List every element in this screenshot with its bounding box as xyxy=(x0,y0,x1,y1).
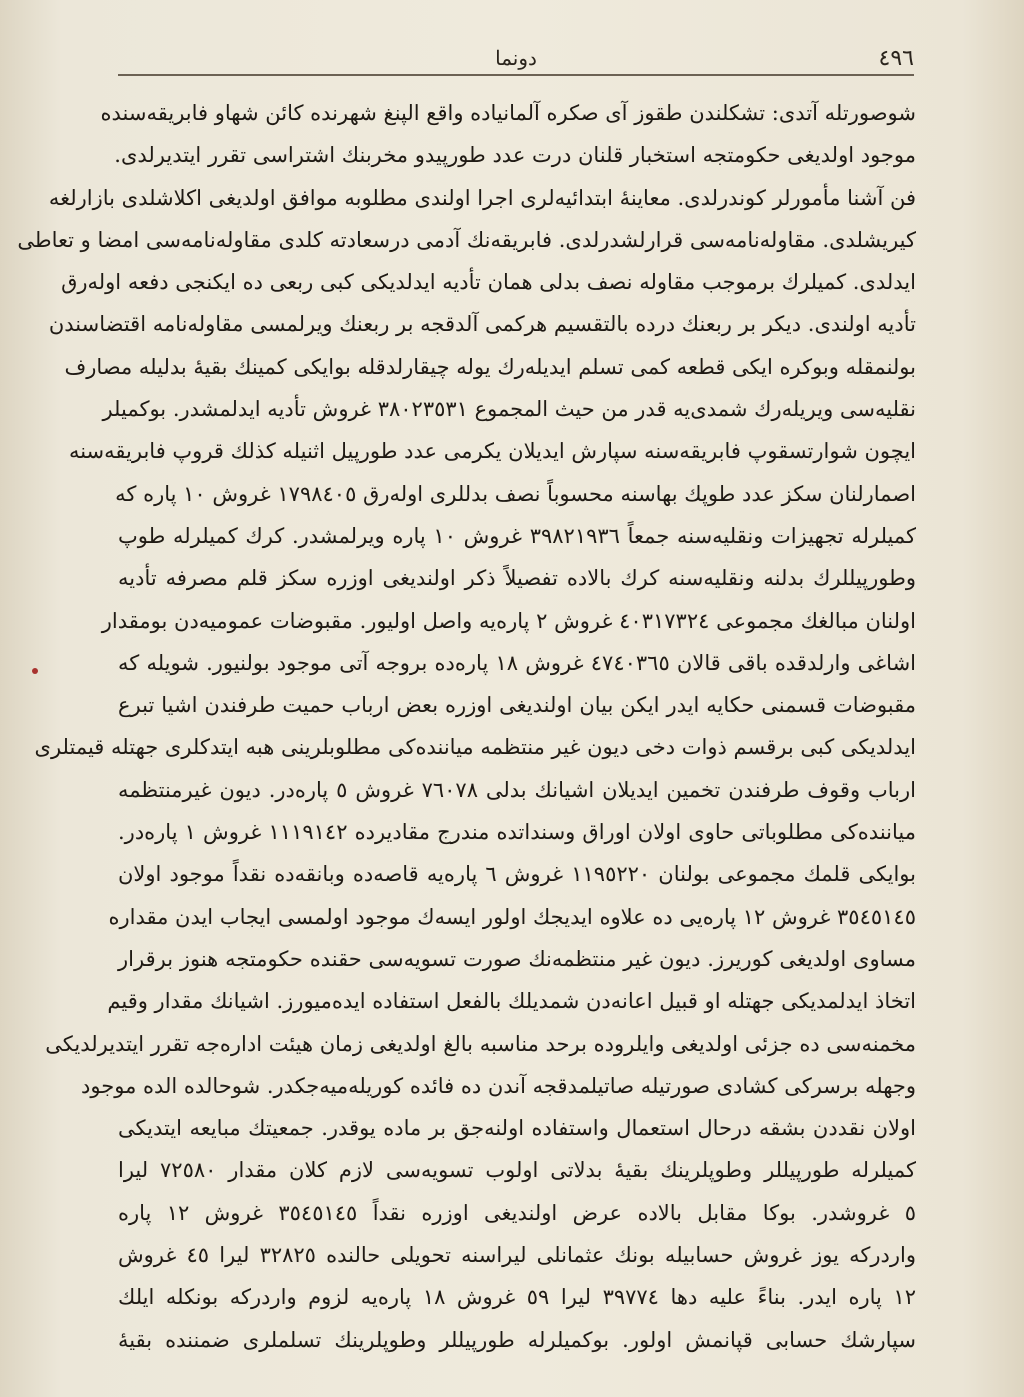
text-line: ١٢ پاره ایدر. بناءً علیه دها ٣٩٧٧٤ لیرا ٥٩ غروش ١٨ پاره‌یه لزوم واردركه بونكله ایلك xyxy=(118,1285,916,1310)
text-line: تأدیه اولندی. دیكر بر ربعنك درده بالتقسیم هركمی آلدقجه بر ربعنك ویرلمسی مقاوله‌نامه اقتضاسندن xyxy=(48,312,916,337)
text-line: ایچون شوارتسقوپ فابریقه‌سنه سپارش ایدیلان یكرمی عدد طورپیل اثنیله كذلك قروپ فابریقه‌سنه xyxy=(68,439,916,464)
text-line: فن آشنا مأمورلر كوندرلدی. معاینهٔ ابتدائیه‌لری اجرا اولندی مطلوبه موافق اولدیغی اكلاشلدی بازارلغه xyxy=(48,185,916,210)
text-line: سپارشك حسابی قپانمش اولور. بوكمیلرله طورپیللر وطوپلرینك تسلملری ضمننده بقیهٔ xyxy=(118,1327,916,1352)
text-line: ایدلدی. كمیلرك برموجب مقاوله نصف بدلی همان تأدیه ایدلدیكی كبی ربعی ده ایكنجی دفعه اوله‌رق xyxy=(61,270,916,295)
text-line: بولنمقله وبوكره ایكی قطعه كمی تسلم ایدیله‌رك یوله چیقارلدقله بوایكی كمینك بقیهٔ بدلیله مصارف xyxy=(64,354,916,379)
text-line: ٥ غروشدر. بوكا مقابل بالاده عرض اولندیغی اوزره نقداً ٣٥٤٥١٤٥ غروش ١٢ پاره xyxy=(118,1200,916,1225)
text-line: شوصورتله آتدی: تشكلندن طقوز آی صكره آلمانیاده واقع الپنغ شهرنده كائن شهاو فابریقه‌سنده xyxy=(100,101,916,125)
text-line: اولان نقددن بشقه درحال استعمال واستفاده اولنه‌جق بر ماده یوقدر. جمعیتك مبایعه ایتدیكی xyxy=(118,1116,916,1141)
text-line: وطورپیللرك بدلنه ونقلیه‌سنه كرك بالاده تفصیلاً ذكر اولندیغی اوزره سكز قلم مصرفه تأدیه xyxy=(118,566,916,591)
text-line: اصمارلنان سكز عدد طوپك بهاسنه محسوباً نصف بدللری اوله‌رق ١٧٩٨٤٠٥ غروش ١٠ پاره كه xyxy=(115,481,916,506)
body-text xyxy=(17,92,916,1361)
text-line: كمیلرله تجهیزات ونقلیه‌سنه جمعاً ٣٩٨٢١٩٣٦ غروش ١٠ پاره ویرلمشدر. كرك كمیلرله طوپ xyxy=(118,523,916,548)
page-number: ٤٩٦ xyxy=(878,46,914,71)
text-line: ٣٥٤٥١٤٥ غروش ١٢ پاره‌یی ده علاوه ایدیجك اولور ایسه‌ك موجود اولمسی ایجاب ایدن مقداره xyxy=(108,904,916,929)
ink-mark xyxy=(32,668,38,674)
text-line: كمیلرله طورپیللر وطوپلرینك بقیهٔ بدلاتی اولوب تسویه‌سی لازم كلان مقدار ٧٢٥٨٠ لیرا xyxy=(118,1158,916,1183)
text-line: وجهله برسركی كشادی صورتیله صاتیلمدقجه آندن ده فائده كوریله‌میه‌جكدر. شوحالده الده موجود xyxy=(81,1073,916,1098)
text-line: بوایكی قلمك مجموعی بولنان ١١٩٥٢٢٠ غروش ٦ پاره‌یه قاصه‌ده وبانقه‌ده نقداً موجود اولان xyxy=(118,862,916,887)
text-line: مخمنه‌سی ده جزئی اولدیغی وایلروده برحد مناسبه بالغ اولدیغی زمان هیئت اداره‌جه تقرر ایتدیرلدیكی xyxy=(45,1031,916,1056)
text-line: مقبوضات قسمنی حكایه ایدر ایكن بیان اولندیغی اوزره بعض ارباب حمیت طرفندن اشیا تبرع xyxy=(118,693,916,718)
text-line: ارباب وقوف طرفندن تخمین ایدیلان اشیانك بدلی ٧٦٠٧٨ غروش ٥ پاره‌در. دیون غیرمنتظمه xyxy=(118,777,916,802)
text-line: مساوی اولدیغی كوریرز. دیون غیر منتظمه‌نك صورت تسویه‌سی حقنده حكومتجه هنوز برقرار xyxy=(118,946,916,971)
text-line: اشاغی وارلدقده باقی قالان ٤٧٤٠٣٦٥ غروش ١٨ پاره‌ده بروجه آتی موجود بولنیور. شویله كه xyxy=(118,650,916,675)
running-title: دونما xyxy=(495,46,537,70)
text-line: میاننده‌كی مطلوباتی حاوی اولان اوراق وسنداتده مندرج مقادیرده ١١١٩١٤٢ غروش ١ پاره‌در. xyxy=(118,820,916,845)
text-line: اولنان مبالغك مجموعی ٤٠٣١٧٣٢٤ غروش ٢ پاره‌یه واصل اولیور. مقبوضات عمومیه‌دن بومقدار xyxy=(101,608,916,633)
text-line: موجود اولدیغی حكومتجه استخبار قلنان درت عدد طورپیدو مخربنك اشتراسی تقرر ایتدیرلدی. xyxy=(114,143,916,168)
text-line: اتخاذ ایدلمدیكی جهتله او قبیل اعانه‌دن شمدیلك بالفعل استفاده ایده‌میورز. اشیانك مقدار وقیم xyxy=(107,989,916,1014)
text-line: واردركه یوز غروش حسابیله بونك عثمانلی لیراسنه تحویلی حالنده ٣٢٨٢٥ لیرا ٤٥ غروش xyxy=(118,1243,916,1268)
text-line: ایدلدیكی كبی برقسم ذوات دخی دیون غیر منتظمه میاننده‌كی مطلوبلرینی هبه ایتدكلری جهتله قیمتلری xyxy=(34,735,916,760)
text-line: نقلیه‌سی ویریله‌رك شمدی‌یه قدر من حیث المجموع ٣٨٠٢٣٥٣١ غروش تأدیه ایدلمشدر. بوكمیلر xyxy=(102,397,916,422)
header-rule xyxy=(118,74,914,80)
page-header xyxy=(118,44,914,78)
text-line: كیریشلدی. مقاوله‌نامه‌سی قرارلشدرلدی. فابریقه‌نك آدمی درسعادته كلدی مقاوله‌نامه‌سی امضا و تعاطی xyxy=(17,227,916,252)
